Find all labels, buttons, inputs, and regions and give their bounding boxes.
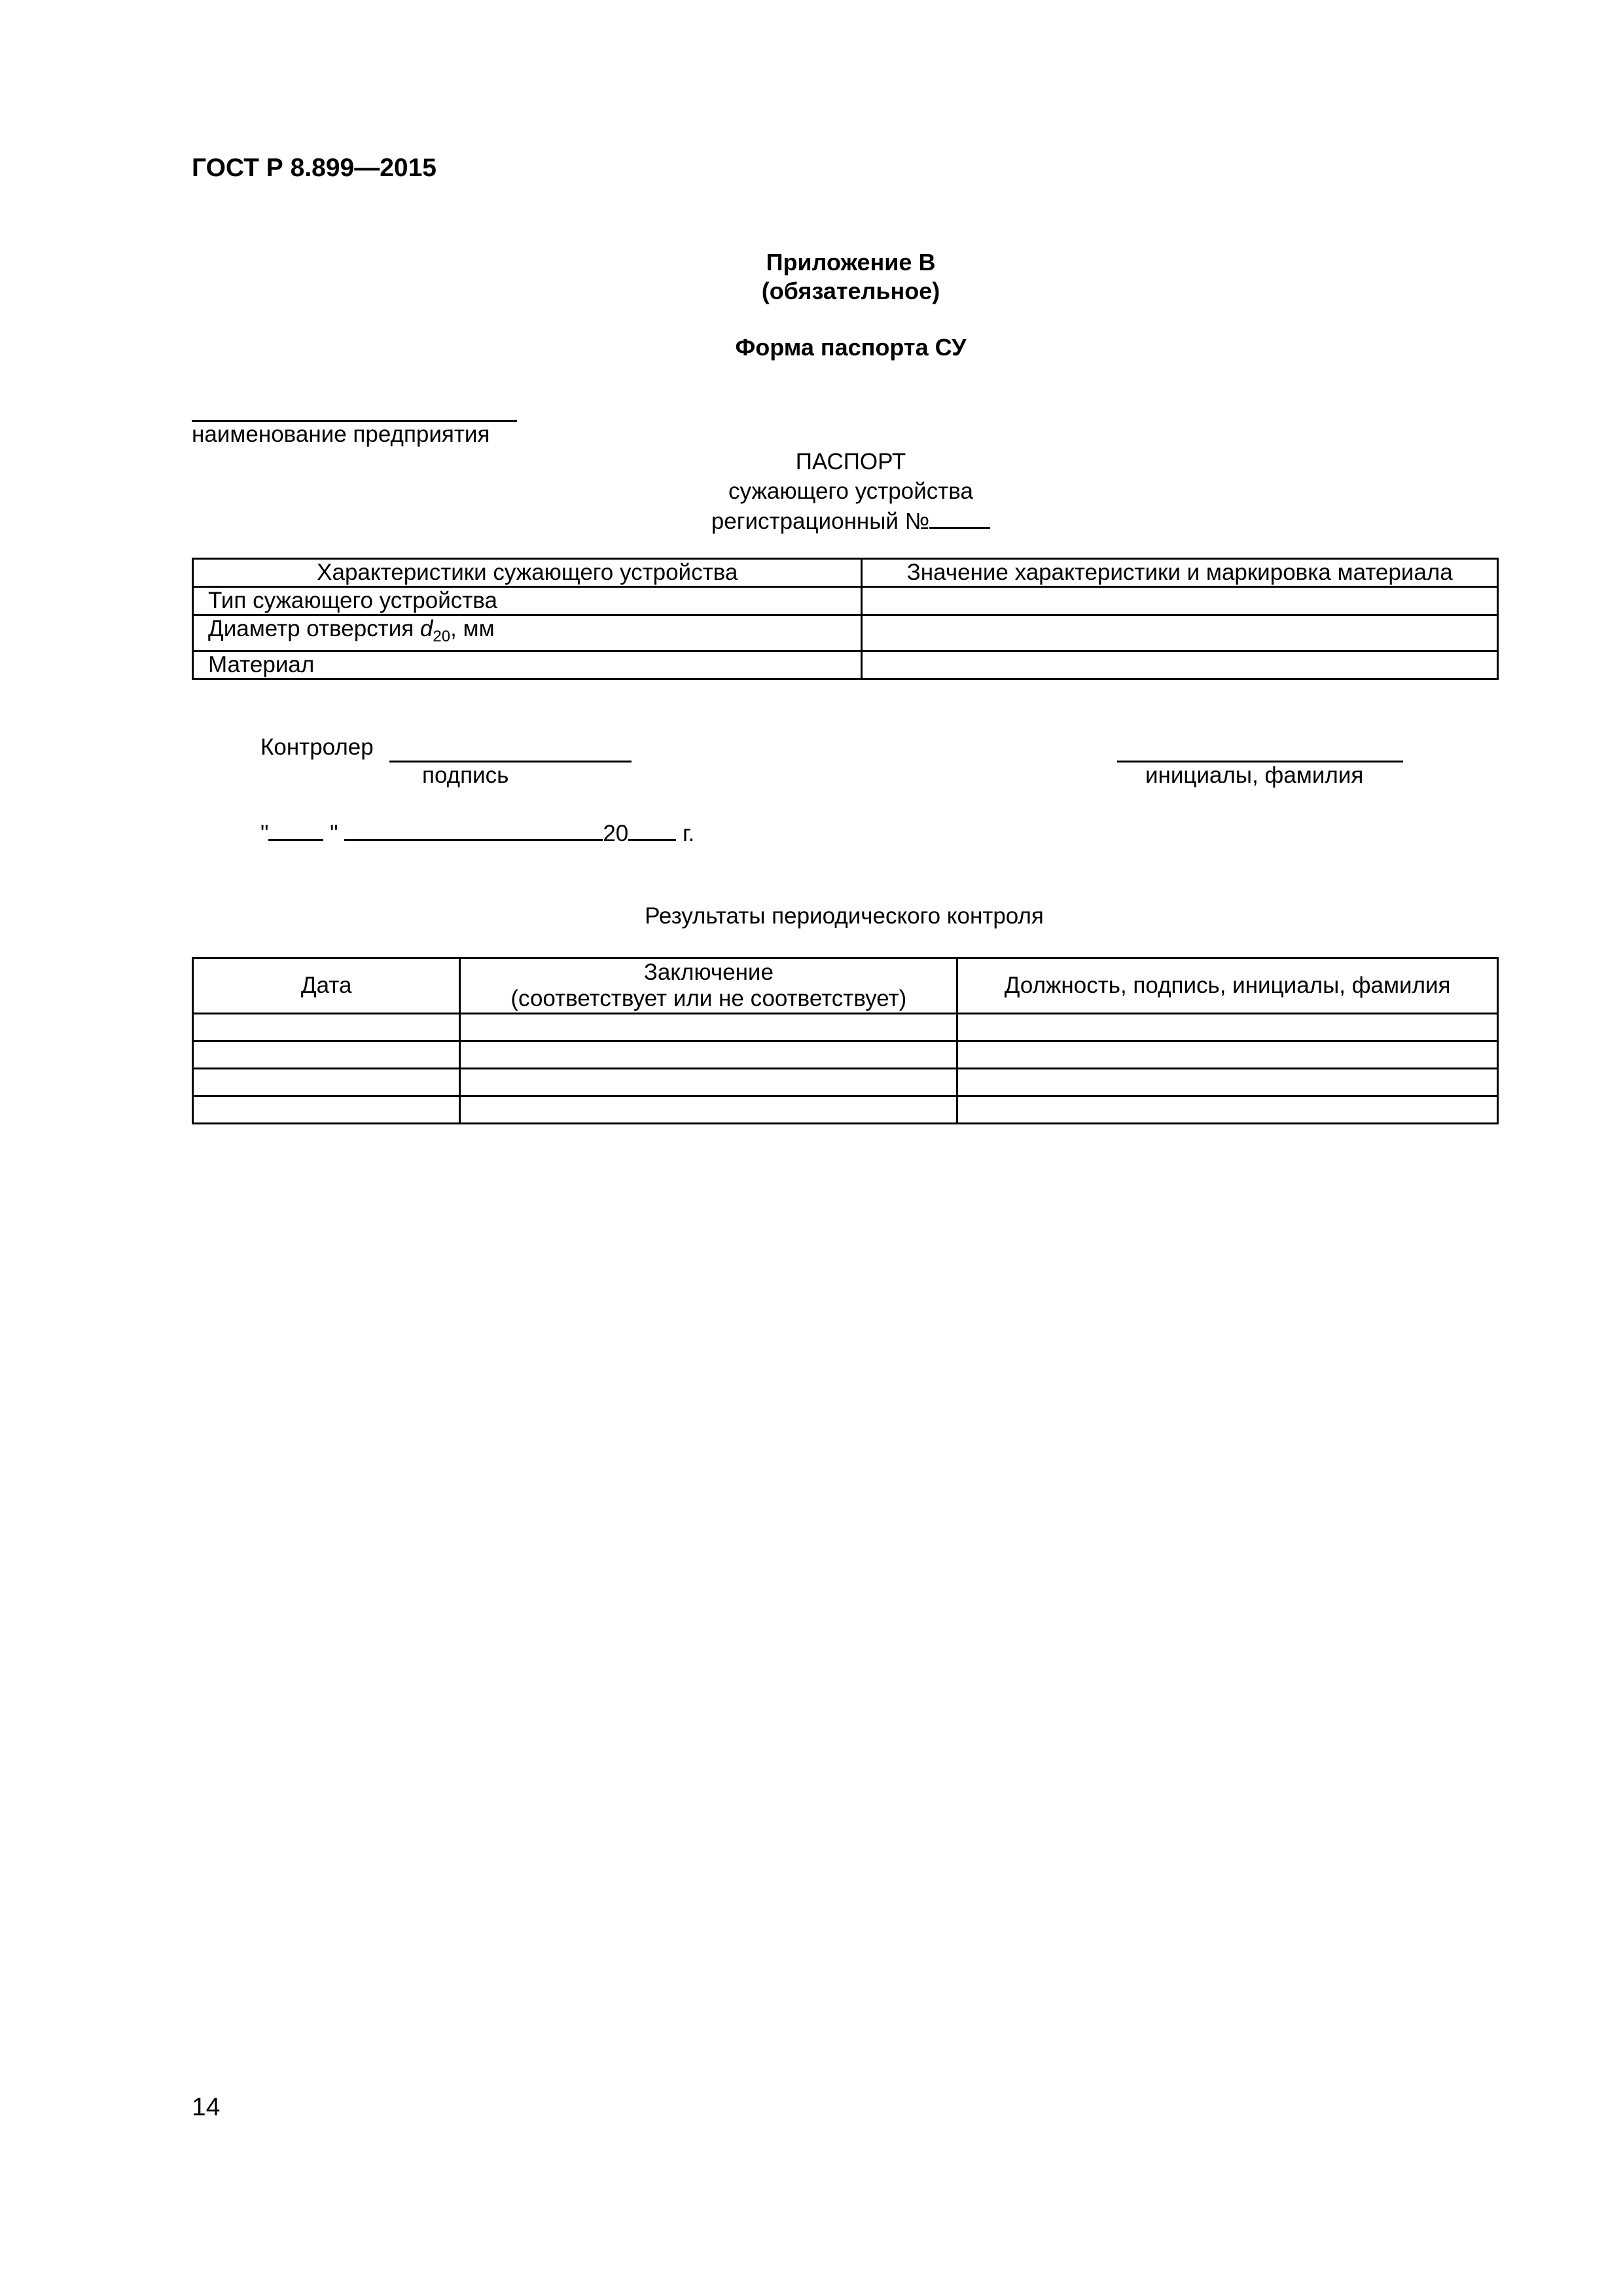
results-table <box>192 957 1499 1124</box>
signatory-cell[interactable] <box>957 1041 1498 1069</box>
column-header-conclusion <box>460 958 957 1014</box>
table-row <box>193 1041 1498 1069</box>
passport-title: ПАСПОРТ <box>795 449 906 475</box>
characteristic-value-cell[interactable] <box>862 587 1498 615</box>
date-close-quote: " <box>323 821 338 846</box>
date-open-quote: " <box>260 821 269 846</box>
controller-label: Контролер <box>260 734 374 760</box>
annex-status: (обязательное) <box>761 278 940 304</box>
diameter-symbol: d <box>419 616 433 641</box>
table-header-row <box>193 958 1498 1014</box>
conclusion-cell[interactable] <box>460 1096 957 1124</box>
column-header: Значение характеристики и маркировка материала <box>862 559 1498 587</box>
date-cell[interactable] <box>193 1041 460 1069</box>
results-title: Результаты периодического контроля <box>645 903 1044 929</box>
column-header: Характеристики сужающего устройства <box>193 559 862 587</box>
signatory-cell[interactable] <box>957 1096 1498 1124</box>
annex-title: Приложение В <box>766 249 936 276</box>
table-row <box>193 587 1498 615</box>
signatory-cell[interactable] <box>957 1069 1498 1096</box>
registration-number-blank[interactable] <box>929 506 990 529</box>
characteristic-label: Тип сужающего устройства <box>193 587 862 615</box>
characteristics-table <box>192 558 1499 680</box>
table-row <box>193 651 1498 679</box>
date-cell[interactable] <box>193 1014 460 1041</box>
enterprise-caption: наименование предприятия <box>192 422 490 447</box>
conclusion-cell[interactable] <box>460 1041 957 1069</box>
table-row <box>193 1096 1498 1124</box>
column-header-date: Дата <box>193 958 460 1014</box>
conclusion-cell[interactable] <box>460 1014 957 1041</box>
form-title: Форма паспорта СУ <box>735 334 967 361</box>
month-blank[interactable] <box>344 818 603 841</box>
table-row <box>193 1069 1498 1096</box>
label-suffix: , мм <box>450 616 495 641</box>
label-prefix: Диаметр отверстия <box>208 616 420 641</box>
date-cell[interactable] <box>193 1069 460 1096</box>
date-cell[interactable] <box>193 1096 460 1124</box>
characteristic-label <box>193 615 862 651</box>
page-number: 14 <box>192 2093 221 2121</box>
year-blank[interactable] <box>628 818 676 841</box>
registration-label: регистрационный № <box>711 509 930 534</box>
passport-heading <box>0 447 1623 536</box>
characteristic-value-cell[interactable] <box>862 615 1498 651</box>
characteristic-value-cell[interactable] <box>862 651 1498 679</box>
conclusion-cell[interactable] <box>460 1069 957 1096</box>
table-header-row <box>193 559 1498 587</box>
column-header-signatory: Должность, подпись, инициалы, фамилия <box>957 958 1498 1014</box>
table-row <box>193 1014 1498 1041</box>
passport-subtitle: сужающего устройства <box>728 478 973 504</box>
document-code: ГОСТ Р 8.899—2015 <box>192 154 437 182</box>
conclusion-header-line1: Заключение <box>643 960 774 985</box>
diameter-subscript: 20 <box>433 628 451 645</box>
signatory-cell[interactable] <box>957 1014 1498 1041</box>
year-prefix: 20 <box>603 821 629 846</box>
day-blank[interactable] <box>268 818 323 841</box>
date-field <box>260 818 694 848</box>
year-suffix: г. <box>676 821 695 846</box>
conclusion-header-line2: (соответствует или не соответствует) <box>510 986 907 1011</box>
registration-number <box>0 506 1623 536</box>
table-row <box>193 615 1498 651</box>
characteristic-label: Материал <box>193 651 862 679</box>
name-caption: инициалы, фамилия <box>1145 762 1364 788</box>
signature-caption: подпись <box>422 762 509 788</box>
